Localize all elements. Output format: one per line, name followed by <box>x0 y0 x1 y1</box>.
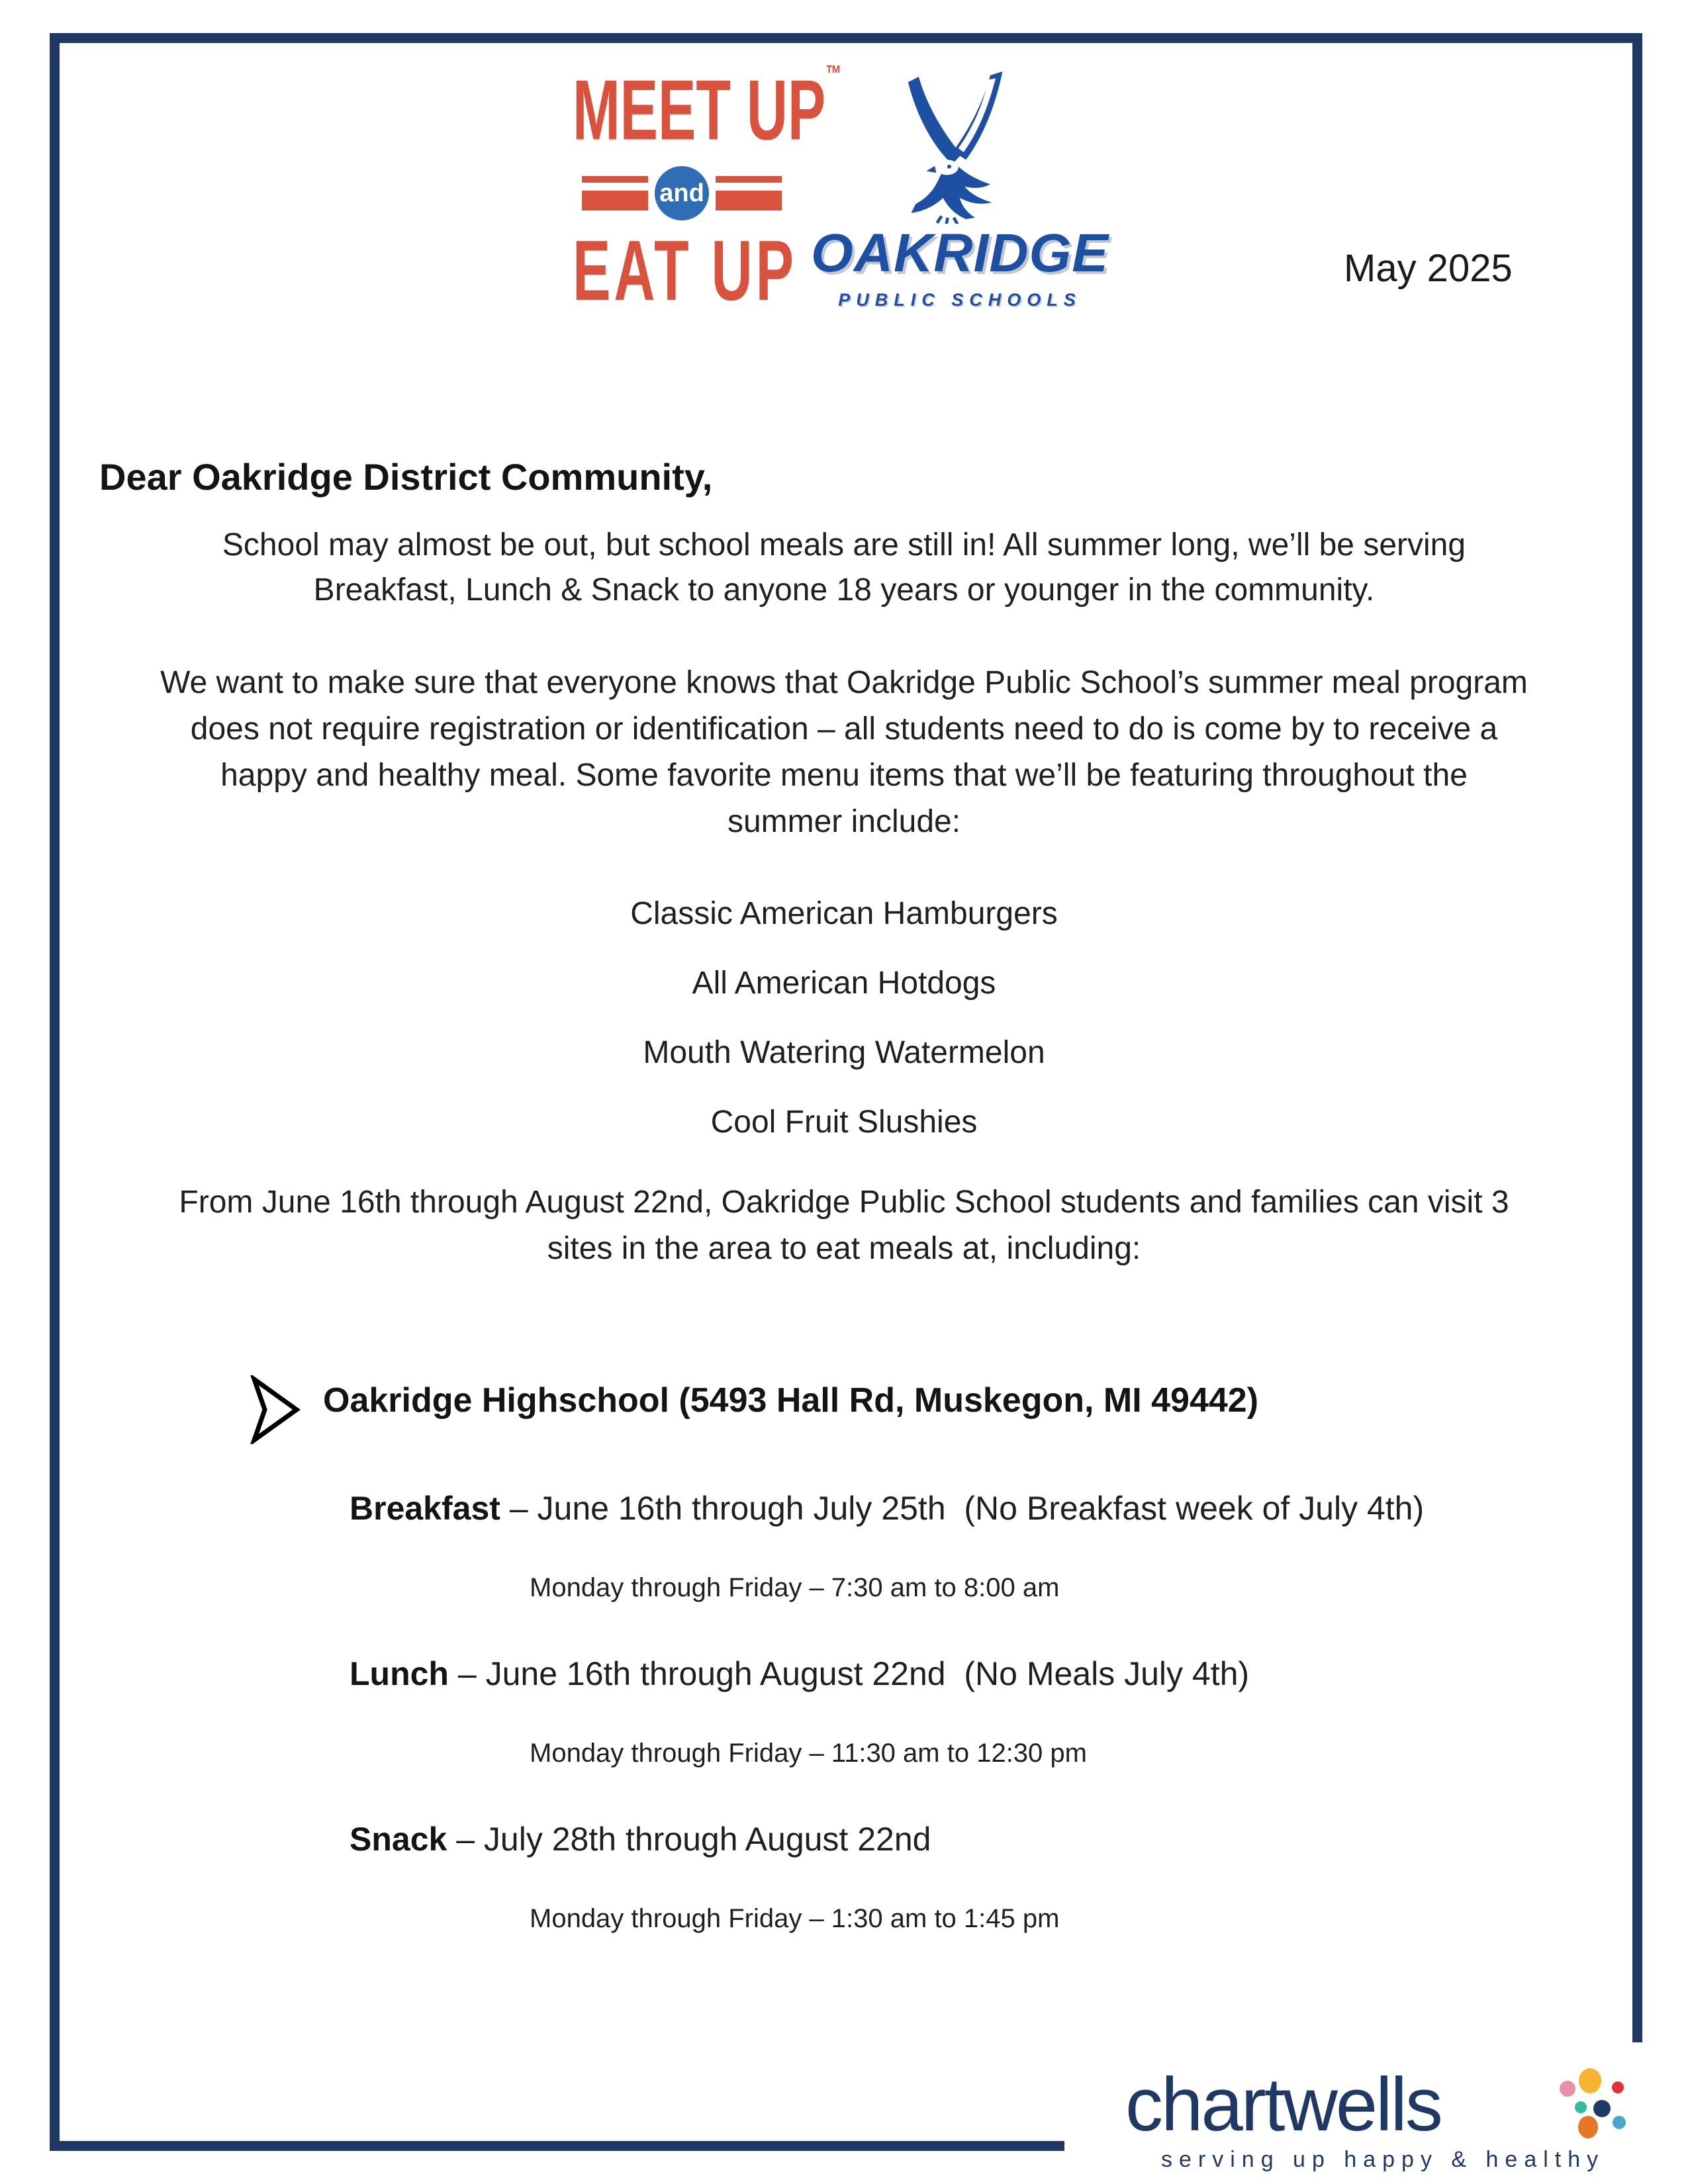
meetup-word-bottom <box>573 223 797 319</box>
bar-thick-left <box>582 191 648 210</box>
lunch-label: Lunch <box>350 1655 449 1692</box>
chartwells-wordmark: chartwells <box>1125 2063 1441 2147</box>
para3-line2: sites in the area to eat meals at, including: <box>547 1231 1141 1266</box>
bar-thin-right <box>716 176 782 183</box>
dot-navy <box>1593 2100 1611 2117</box>
snack-label: Snack <box>350 1821 447 1858</box>
menu-item-hotdogs: All American Hotdogs <box>692 966 996 1001</box>
para3-line1: From June 16th through August 22nd, Oakridge Public School students and families can visit 3 <box>179 1185 1509 1220</box>
para1-line2: Breakfast, Lunch & Snack to anyone 18 years or younger in the community. <box>313 572 1375 608</box>
eagle-icon <box>861 71 1059 224</box>
lunch-time: Monday through Friday – 11:30 am to 12:30 pm <box>530 1739 1087 1768</box>
para2-line4: summer include: <box>727 804 961 839</box>
bar-thin-left <box>582 176 648 183</box>
menu-item-hamburgers: Classic American Hamburgers <box>630 896 1058 931</box>
chartwells-logo <box>1064 2042 1688 2184</box>
snack-detail: – July 28th through August 22nd <box>456 1821 931 1858</box>
snack-time: Monday through Friday – 1:30 am to 1:45 pm <box>530 1904 1060 1933</box>
date-label: May 2025 <box>1344 247 1513 290</box>
oakridge-logo <box>804 71 1115 310</box>
chartwells-tagline: serving up happy & healthy <box>1161 2147 1605 2172</box>
breakfast-detail: – June 16th through July 25th (No Breakfast week of July 4th) <box>509 1490 1425 1527</box>
dot-teal <box>1575 2101 1587 2113</box>
menu-item-watermelon: Mouth Watering Watermelon <box>643 1035 1045 1070</box>
greeting-heading: Dear Oakridge District Community, <box>99 456 713 498</box>
meetup-bars-left <box>582 176 648 210</box>
dot-pink <box>1560 2081 1575 2097</box>
arrow-right-icon <box>250 1375 302 1444</box>
chartwells-dots-icon <box>1540 2048 1672 2154</box>
dot-red <box>1612 2081 1624 2093</box>
oakridge-wordmark: OAKRIDGE <box>811 223 1109 283</box>
para2-line1: We want to make sure that everyone knows that Oakridge Public School’s summer meal program <box>160 665 1528 700</box>
bar-thick-right <box>716 191 782 210</box>
breakfast-label: Breakfast <box>350 1490 500 1527</box>
meetup-word-top <box>573 61 842 158</box>
trademark-symbol: ™ <box>825 61 842 88</box>
snack-line <box>350 1820 931 1858</box>
oakridge-subtitle: PUBLIC SCHOOLS <box>838 290 1082 310</box>
breakfast-line <box>350 1489 1424 1527</box>
meetup-bars-right <box>716 176 782 210</box>
dot-light-blue <box>1613 2116 1626 2129</box>
dot-yellow <box>1579 2068 1601 2093</box>
breakfast-time: Monday through Friday – 7:30 am to 8:00 am <box>530 1573 1060 1602</box>
para2-line3: happy and healthy meal. Some favorite menu items that we’ll be featuring throughout the <box>220 758 1468 793</box>
para1-line1: School may almost be out, but school meals are still in! All summer long, we’ll be serving <box>222 527 1466 563</box>
site-title: Oakridge Highschool (5493 Hall Rd, Muskegon, MI 49442) <box>323 1381 1259 1420</box>
dot-orange <box>1578 2116 1598 2138</box>
meetup-word1-text: MEET UP <box>573 63 826 158</box>
and-text: and <box>659 179 704 207</box>
para2-line2: does not require registration or identification – all students need to do is come by to receive a <box>190 711 1498 747</box>
lunch-line <box>350 1655 1249 1693</box>
menu-item-slushies: Cool Fruit Slushies <box>710 1105 978 1140</box>
and-circle <box>655 166 709 220</box>
lunch-detail: – June 16th through August 22nd (No Meals July 4th) <box>457 1655 1250 1692</box>
meetup-logo-middle <box>573 165 791 221</box>
meetup-word2-text: EAT UP <box>573 223 797 319</box>
